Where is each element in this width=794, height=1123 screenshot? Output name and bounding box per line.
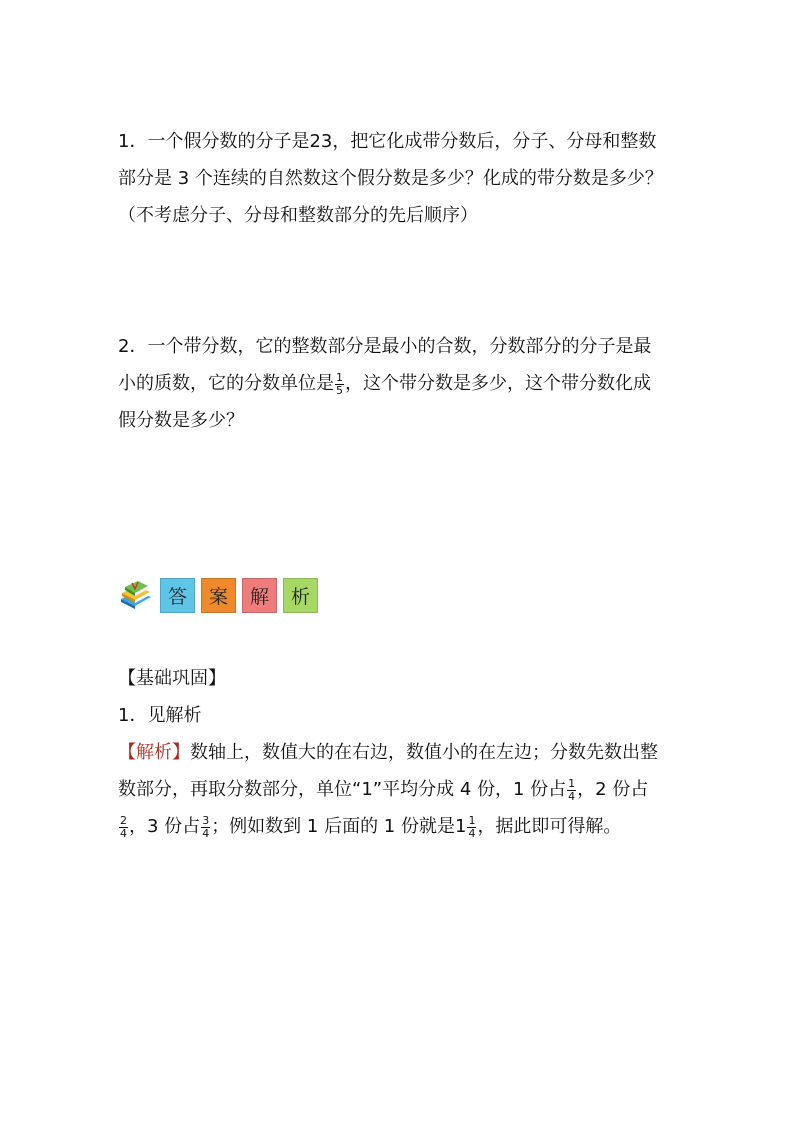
fraction-numerator: 1 [568,776,576,790]
answer-line-1 [118,734,698,771]
fraction [467,815,476,840]
question-1-line-3: （不考虑分子、分母和整数部分的先后顺序） [118,205,478,226]
question-2-text: ，这个带分数是多少，这个带分数化成 [345,373,651,394]
question-2-line-3: 假分数是多少？ [118,410,244,431]
answer-line-3 [118,808,698,845]
question-1 [118,123,698,234]
answer-line-2 [118,771,698,808]
fraction [335,372,344,397]
fraction-numerator: 2 [120,813,127,827]
fraction-denominator: 4 [468,826,476,840]
fraction-numerator: 1 [468,813,476,827]
answer-item-title: 1．见解析 [118,705,202,726]
answer-text: ，2 份占 [577,779,649,800]
section-title: 【基础巩固】 [118,668,226,689]
question-2 [118,328,698,439]
books-icon [118,577,154,613]
answer-badge: 析 [283,578,318,613]
fraction-denominator: 5 [336,383,343,397]
fraction [119,815,128,840]
answer-badge: 案 [201,578,236,613]
answer-text: 数轴上，数值大的在右边，数值小的在左边；分数先数出整 [190,742,658,763]
question-1-line-2: 部分是 3 个连续的自然数这个假分数是多少？化成的带分数是多少？ [118,168,663,189]
mixed-number [454,813,477,840]
fraction-denominator: 4 [568,789,576,803]
answer-header [118,577,324,613]
fraction-denominator: 4 [202,826,210,840]
answer-text: ；例如数到 1 后面的 1 份就是 [211,816,455,837]
question-2-line-1: 2．一个带分数，它的整数部分是最小的合数，分数部分的分子是最 [118,336,652,357]
fraction [567,778,576,803]
answer-badge: 答 [160,578,195,613]
fraction-numerator: 3 [202,813,210,827]
answers-section [118,660,698,845]
analysis-tag: 【解析】 [118,742,190,763]
fraction-numerator: 1 [336,370,343,384]
question-2-text: 小的质数，它的分数单位是 [118,373,334,394]
question-1-line-1: 1．一个假分数的分子是23，把它化成带分数后，分子、分母和整数 [118,131,657,152]
mixed-number-whole: 1 [454,816,467,837]
answer-text: 数部分，再取分数部分，单位“1”平均分成 4 份，1 份占 [118,779,567,800]
answer-text: ，据此即可得解。 [477,816,622,837]
answer-text: ，3 份占 [129,816,201,837]
fraction-denominator: 4 [120,826,127,840]
question-2-line-2 [118,365,698,402]
fraction [201,815,210,840]
answer-badge: 解 [242,578,277,613]
